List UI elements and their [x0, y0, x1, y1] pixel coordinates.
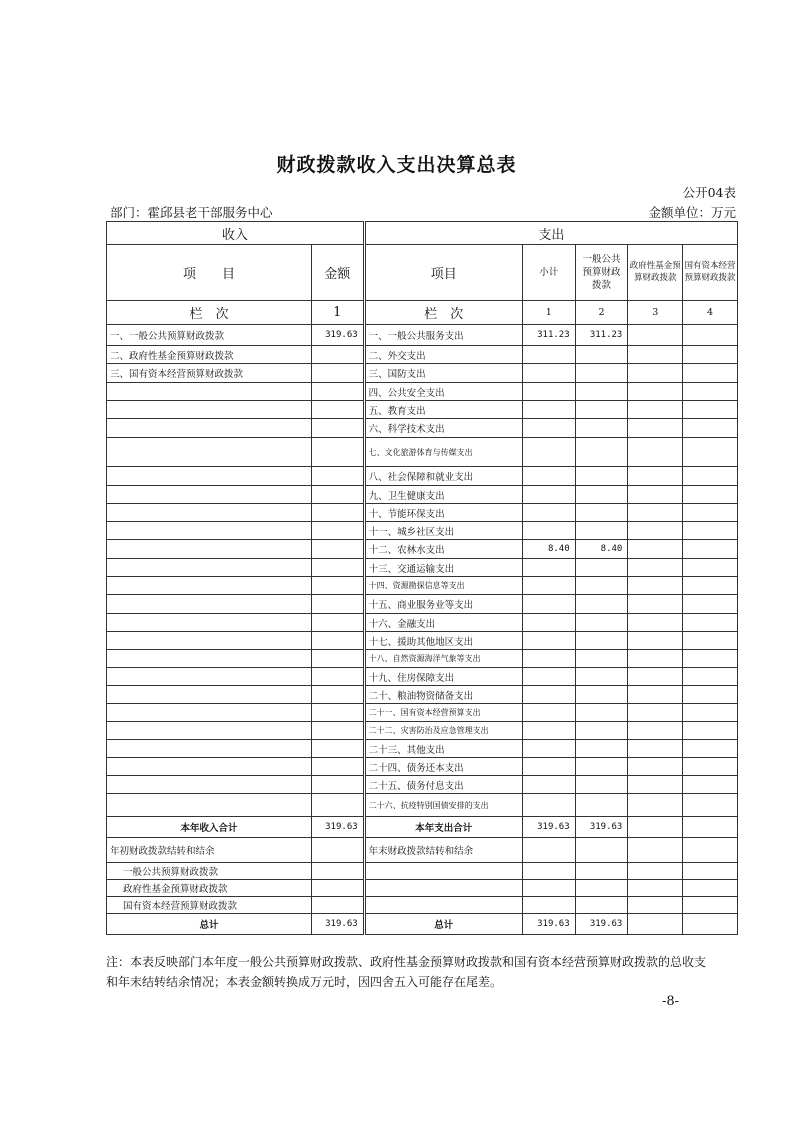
- expense-subtotal: [522, 686, 575, 704]
- empty-cell: [364, 863, 522, 880]
- header-row-2: [107, 245, 738, 301]
- expense-item: 十八、自然资源海洋气象等支出: [364, 650, 522, 668]
- income-item: [107, 486, 312, 504]
- expense-gov-fund: [628, 632, 683, 650]
- income-amount: [311, 383, 364, 401]
- expense-subtotal: [522, 794, 575, 817]
- expense-general: [575, 383, 628, 401]
- expense-subtotal: [522, 668, 575, 686]
- expense-item: 二十三、其他支出: [364, 740, 522, 758]
- col-number: 1: [522, 301, 575, 325]
- expense-general: 8.40: [575, 540, 628, 559]
- expense-subtotal: [522, 722, 575, 740]
- expense-item: 十三、交通运输支出: [364, 559, 522, 577]
- form-number: 公开04表: [682, 185, 736, 200]
- empty-cell: [575, 863, 628, 880]
- income-amount: [311, 740, 364, 758]
- expense-gov-fund: [628, 668, 683, 686]
- state-capital-header: 国有资本经营预算财政拨款: [683, 245, 738, 301]
- expense-subtotal: [522, 401, 575, 419]
- expense-subtotal: [522, 776, 575, 794]
- expense-item: 一、一般公共服务支出: [364, 325, 522, 346]
- expense-general: [575, 740, 628, 758]
- expense-general: [575, 577, 628, 595]
- expense-general: [575, 346, 628, 364]
- empty-cell: [628, 817, 683, 838]
- expense-general: [575, 401, 628, 419]
- table-row: [107, 776, 738, 794]
- income-item: [107, 522, 312, 540]
- expense-item: 十九、住房保障支出: [364, 668, 522, 686]
- table-row: [107, 794, 738, 817]
- income-item: 一、一般公共预算财政拨款: [107, 325, 312, 346]
- expense-gov-fund: [628, 504, 683, 522]
- expense-general: 311.23: [575, 325, 628, 346]
- expense-general: [575, 486, 628, 504]
- income-item: [107, 686, 312, 704]
- expense-gov-fund: [628, 438, 683, 467]
- balance-sub-row: [107, 897, 738, 914]
- empty-cell: [628, 880, 683, 897]
- expense-item: 三、国防支出: [364, 364, 522, 383]
- income-item: [107, 758, 312, 776]
- expense-subtotal: [522, 614, 575, 632]
- expense-state-capital: [683, 401, 738, 419]
- col-label: 栏 次: [107, 301, 312, 325]
- expense-state-capital: [683, 577, 738, 595]
- balance-row: [107, 838, 738, 863]
- end-balance-label: 年末财政拨款结转和结余: [364, 838, 522, 863]
- budget-table: [106, 221, 738, 935]
- col-number: 2: [575, 301, 628, 325]
- table-row: [107, 559, 738, 577]
- income-amount: [311, 419, 364, 438]
- income-amount: [311, 614, 364, 632]
- income-amount: [311, 364, 364, 383]
- income-item: [107, 740, 312, 758]
- grand-total-amount: 319.63: [311, 914, 364, 935]
- expense-gov-fund: [628, 595, 683, 614]
- expense-total-label: 本年支出合计: [364, 817, 522, 838]
- expense-general: [575, 686, 628, 704]
- expense-gov-fund: [628, 704, 683, 722]
- page-number: -8-: [662, 994, 680, 1009]
- expense-gov-fund: [628, 650, 683, 668]
- expense-state-capital: [683, 383, 738, 401]
- table-row: [107, 438, 738, 467]
- expense-general: [575, 794, 628, 817]
- expense-general: [575, 668, 628, 686]
- expense-state-capital: [683, 704, 738, 722]
- income-amount: [311, 632, 364, 650]
- grand-total-general: 319.63: [575, 914, 628, 935]
- table-row: [107, 632, 738, 650]
- expense-item: 九、卫生健康支出: [364, 486, 522, 504]
- income-header: 收入: [107, 222, 365, 245]
- table-row: [107, 595, 738, 614]
- table-row: [107, 704, 738, 722]
- table-row: [107, 522, 738, 540]
- expense-item: 十四、资源勘探信息等支出: [364, 577, 522, 595]
- expense-subtotal: [522, 650, 575, 668]
- unit-label: 金额单位：万元: [648, 205, 736, 220]
- expense-subtotal: [522, 758, 575, 776]
- income-amount: [311, 540, 364, 559]
- expense-state-capital: [683, 794, 738, 817]
- income-item: [107, 559, 312, 577]
- expense-gov-fund: [628, 577, 683, 595]
- income-total-label: 本年收入合计: [107, 817, 312, 838]
- expense-subtotal: [522, 522, 575, 540]
- income-item: [107, 595, 312, 614]
- empty-cell: [522, 838, 575, 863]
- balance-sub-row: [107, 880, 738, 897]
- expense-gov-fund: [628, 758, 683, 776]
- expense-gov-fund: [628, 522, 683, 540]
- general-budget-header: 一般公共预算财政拨款: [575, 245, 628, 301]
- expense-state-capital: [683, 346, 738, 364]
- gov-fund-header: 政府性基金预算财政拨款: [628, 245, 683, 301]
- income-item: [107, 540, 312, 559]
- table-row: [107, 346, 738, 364]
- income-item: [107, 577, 312, 595]
- empty-cell: [311, 838, 364, 863]
- expense-state-capital: [683, 776, 738, 794]
- expense-state-capital: [683, 540, 738, 559]
- expense-state-capital: [683, 559, 738, 577]
- expense-subtotal: [522, 346, 575, 364]
- empty-cell: [683, 863, 738, 880]
- expense-general: [575, 559, 628, 577]
- annual-total-row: [107, 817, 738, 838]
- expense-subtotal: [522, 383, 575, 401]
- table-row: [107, 419, 738, 438]
- col-number: 1: [311, 301, 364, 325]
- income-amount: [311, 722, 364, 740]
- empty-cell: [683, 914, 738, 935]
- empty-cell: [683, 880, 738, 897]
- expense-gov-fund: [628, 776, 683, 794]
- empty-cell: [575, 838, 628, 863]
- table-row: [107, 668, 738, 686]
- income-amount: [311, 504, 364, 522]
- expense-state-capital: [683, 740, 738, 758]
- amount-header: 金额: [311, 245, 364, 301]
- expense-subtotal: [522, 419, 575, 438]
- expense-general: [575, 467, 628, 486]
- expense-gov-fund: [628, 686, 683, 704]
- empty-cell: [575, 897, 628, 914]
- expense-general: [575, 364, 628, 383]
- empty-cell: [364, 897, 522, 914]
- table-row: [107, 540, 738, 559]
- expense-item: 二、外交支出: [364, 346, 522, 364]
- income-amount: [311, 438, 364, 467]
- expense-subtotal: 311.23: [522, 325, 575, 346]
- empty-cell: [628, 863, 683, 880]
- income-item: [107, 401, 312, 419]
- empty-cell: [575, 880, 628, 897]
- income-amount: [311, 346, 364, 364]
- expense-general: [575, 522, 628, 540]
- empty-cell: [311, 863, 364, 880]
- income-item: [107, 704, 312, 722]
- column-number-row: [107, 301, 738, 325]
- table-row: [107, 401, 738, 419]
- expense-state-capital: [683, 722, 738, 740]
- begin-balance-label: 年初财政拨款结转和结余: [107, 838, 312, 863]
- table-row: [107, 650, 738, 668]
- expense-item: 十、节能环保支出: [364, 504, 522, 522]
- income-item: [107, 722, 312, 740]
- expense-total-general: 319.63: [575, 817, 628, 838]
- income-item: [107, 438, 312, 467]
- grand-total-subtotal: 319.63: [522, 914, 575, 935]
- expense-total-subtotal: 319.63: [522, 817, 575, 838]
- expense-general: [575, 704, 628, 722]
- table-row: [107, 467, 738, 486]
- expense-subtotal: [522, 486, 575, 504]
- income-item: [107, 776, 312, 794]
- expense-item: 十七、援助其他地区支出: [364, 632, 522, 650]
- table-row: [107, 614, 738, 632]
- expense-item: 二十、粮油物资储备支出: [364, 686, 522, 704]
- expense-subtotal: [522, 704, 575, 722]
- expense-state-capital: [683, 486, 738, 504]
- header-row-1: [107, 222, 738, 245]
- income-amount: [311, 794, 364, 817]
- income-item: [107, 668, 312, 686]
- expense-state-capital: [683, 758, 738, 776]
- expense-item: 七、文化旅游体育与传媒支出: [364, 438, 522, 467]
- expense-state-capital: [683, 595, 738, 614]
- expense-state-capital: [683, 522, 738, 540]
- income-item: 二、政府性基金预算财政拨款: [107, 346, 312, 364]
- expense-state-capital: [683, 668, 738, 686]
- income-amount: [311, 467, 364, 486]
- income-amount: [311, 577, 364, 595]
- expense-subtotal: 8.40: [522, 540, 575, 559]
- expense-state-capital: [683, 364, 738, 383]
- expense-general: [575, 614, 628, 632]
- expense-subtotal: [522, 559, 575, 577]
- empty-cell: [311, 880, 364, 897]
- subtotal-header: 小计: [522, 245, 575, 301]
- expense-general: [575, 504, 628, 522]
- expense-gov-fund: [628, 419, 683, 438]
- expense-subtotal: [522, 438, 575, 467]
- expense-item: 二十四、债务还本支出: [364, 758, 522, 776]
- expense-item: 五、教育支出: [364, 401, 522, 419]
- income-item: 三、国有资本经营预算财政拨款: [107, 364, 312, 383]
- expense-item: 二十六、抗疫特别国债安排的支出: [364, 794, 522, 817]
- expense-general: [575, 632, 628, 650]
- table-row: [107, 577, 738, 595]
- table-row: [107, 504, 738, 522]
- empty-cell: [311, 897, 364, 914]
- expense-item: 十二、农林水支出: [364, 540, 522, 559]
- expense-general: [575, 419, 628, 438]
- expense-item: 十五、商业服务业等支出: [364, 595, 522, 614]
- income-item: [107, 504, 312, 522]
- table-row: [107, 325, 738, 346]
- expense-item: 八、社会保障和就业支出: [364, 467, 522, 486]
- income-amount: [311, 595, 364, 614]
- expense-gov-fund: [628, 559, 683, 577]
- empty-cell: [683, 838, 738, 863]
- expense-state-capital: [683, 325, 738, 346]
- empty-cell: [628, 838, 683, 863]
- grand-total-label: 总计: [107, 914, 312, 935]
- expense-subtotal: [522, 740, 575, 758]
- income-amount: [311, 401, 364, 419]
- balance-sub-row: [107, 863, 738, 880]
- empty-cell: [364, 880, 522, 897]
- expense-item: 二十一、国有资本经营预算支出: [364, 704, 522, 722]
- expense-item: 十六、金融支出: [364, 614, 522, 632]
- grand-total-row: [107, 914, 738, 935]
- expense-subtotal: [522, 595, 575, 614]
- expense-general: [575, 758, 628, 776]
- expense-gov-fund: [628, 540, 683, 559]
- income-item: [107, 794, 312, 817]
- expense-state-capital: [683, 650, 738, 668]
- table-row: [107, 740, 738, 758]
- income-item: [107, 467, 312, 486]
- col-number: 4: [683, 301, 738, 325]
- expense-gov-fund: [628, 740, 683, 758]
- expense-state-capital: [683, 438, 738, 467]
- income-amount: 319.63: [311, 325, 364, 346]
- col-label: 栏 次: [364, 301, 522, 325]
- income-total-amount: 319.63: [311, 817, 364, 838]
- empty-cell: [628, 914, 683, 935]
- expense-general: [575, 722, 628, 740]
- expense-state-capital: [683, 686, 738, 704]
- expense-subtotal: [522, 577, 575, 595]
- expense-subtotal: [522, 467, 575, 486]
- expense-state-capital: [683, 614, 738, 632]
- expense-gov-fund: [628, 486, 683, 504]
- income-amount: [311, 704, 364, 722]
- income-item: [107, 383, 312, 401]
- income-amount: [311, 758, 364, 776]
- expense-item: 二十二、灾害防治及应急管理支出: [364, 722, 522, 740]
- income-amount: [311, 776, 364, 794]
- expense-gov-fund: [628, 383, 683, 401]
- expense-gov-fund: [628, 401, 683, 419]
- page-title: 财政拨款收入支出决算总表: [276, 154, 517, 176]
- income-item: [107, 632, 312, 650]
- expense-general: [575, 776, 628, 794]
- expense-item: 十一、城乡社区支出: [364, 522, 522, 540]
- expense-gov-fund: [628, 722, 683, 740]
- income-amount: [311, 559, 364, 577]
- income-amount: [311, 650, 364, 668]
- empty-cell: [522, 880, 575, 897]
- expense-subtotal: [522, 364, 575, 383]
- expense-subtotal: [522, 632, 575, 650]
- expense-item: 四、公共安全支出: [364, 383, 522, 401]
- expense-gov-fund: [628, 467, 683, 486]
- table-row: [107, 383, 738, 401]
- empty-cell: [683, 817, 738, 838]
- expense-general: [575, 650, 628, 668]
- income-item: [107, 614, 312, 632]
- empty-cell: [522, 863, 575, 880]
- expense-item-header: 项目: [364, 245, 522, 301]
- expense-item: 二十五、债务付息支出: [364, 776, 522, 794]
- empty-cell: [683, 897, 738, 914]
- expense-general: [575, 595, 628, 614]
- income-amount: [311, 486, 364, 504]
- expense-state-capital: [683, 632, 738, 650]
- empty-cell: [628, 897, 683, 914]
- grand-total-label-expense: 总计: [364, 914, 522, 935]
- expense-subtotal: [522, 504, 575, 522]
- table-row: [107, 686, 738, 704]
- income-item: [107, 419, 312, 438]
- income-amount: [311, 668, 364, 686]
- income-amount: [311, 686, 364, 704]
- table-row: [107, 486, 738, 504]
- col-number: 3: [628, 301, 683, 325]
- expense-gov-fund: [628, 325, 683, 346]
- expense-item: 六、科学技术支出: [364, 419, 522, 438]
- table-row: [107, 722, 738, 740]
- table-row: [107, 758, 738, 776]
- income-item: [107, 650, 312, 668]
- table-row: [107, 364, 738, 383]
- expense-gov-fund: [628, 794, 683, 817]
- footnote: 注：本表反映部门本年度一般公共预算财政拨款、政府性基金预算财政拨款和国有资本经营预算财政拨款的总收支和年末结转结余情况；本表金额转换成万元时，因四舍五入可能存在尾差。: [106, 955, 707, 989]
- expense-general: [575, 438, 628, 467]
- balance-general-label: 一般公共预算财政拨款: [107, 863, 312, 880]
- expense-gov-fund: [628, 614, 683, 632]
- expense-gov-fund: [628, 364, 683, 383]
- income-amount: [311, 522, 364, 540]
- expense-header: 支出: [364, 222, 737, 245]
- balance-state-capital-label: 国有资本经营预算财政拨款: [107, 897, 312, 914]
- income-item-header: 项 目: [107, 245, 312, 301]
- empty-cell: [522, 897, 575, 914]
- department-label: 部门：霍邱县老干部服务中心: [110, 205, 273, 220]
- expense-gov-fund: [628, 346, 683, 364]
- expense-state-capital: [683, 467, 738, 486]
- expense-state-capital: [683, 504, 738, 522]
- expense-state-capital: [683, 419, 738, 438]
- balance-gov-fund-label: 政府性基金预算财政拨款: [107, 880, 312, 897]
